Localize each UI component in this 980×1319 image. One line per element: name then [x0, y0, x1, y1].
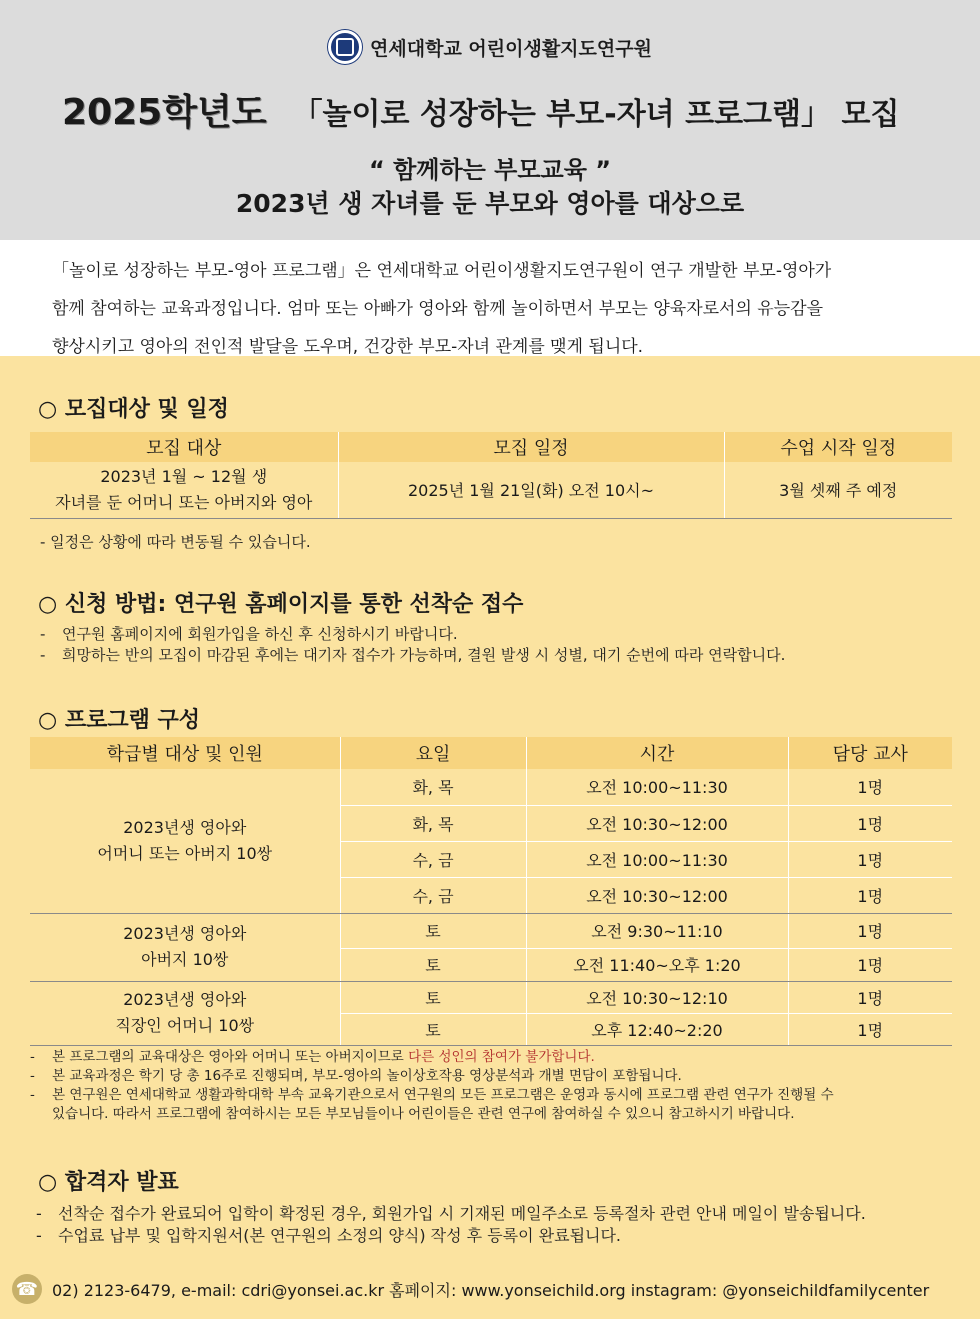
day-cell: 토: [340, 913, 526, 948]
group-cell: 2023년생 영아와 어머니 또는 아버지 10쌍: [30, 769, 340, 913]
list-item: - 본 프로그램의 교육대상은 영아와 어머니 또는 아버지이므로 다른 성인의 참여가 불가합니다.: [30, 1049, 595, 1065]
teacher-cell: 1명: [788, 981, 952, 1013]
phone-icon: ☎: [12, 1274, 42, 1304]
program-notes: [30, 1048, 960, 1124]
org-logo-row: [0, 30, 980, 64]
list-item: - 본 연구원은 연세대학교 생활과학대학 부속 교육기관으로서 연구원의 모든 프로그램은 운영과 동시에 프로그램 관련 연구가 진행될 수 있습니다. 따라서 프로그램에 참여하시는 모든 부모님들이나 어린이들은 관련 연구에 참여하실 수 있으니 참고하시기 바랍니다.: [30, 1087, 834, 1122]
table-cell-start: 3월 셋째 주 예정: [724, 462, 952, 518]
table-header: 수업 시작 일정: [724, 432, 952, 462]
group-cell: 2023년생 영아와 직장인 어머니 10쌍: [30, 981, 340, 1045]
time-cell: 오후 12:40~2:20: [526, 1013, 788, 1045]
year-title: 2025학년도: [62, 92, 267, 133]
recruit-table: [30, 432, 952, 519]
table-row: [30, 981, 952, 1013]
teacher-cell: 1명: [788, 769, 952, 805]
teacher-cell: 1명: [788, 913, 952, 948]
org-name: 연세대학교 어린이생활지도연구원: [370, 37, 652, 60]
time-cell: 오전 10:00~11:30: [526, 769, 788, 805]
intro-line: 향상시키고 영아의 전인적 발달을 도우며, 건강한 부모-자녀 관계를 맺게 됩니다.: [52, 337, 644, 357]
section-program-title: ○ 프로그램 구성: [38, 708, 201, 733]
time-cell: 오전 11:40~오후 1:20: [526, 948, 788, 981]
list-item: - 연구원 홈페이지에 회원가입을 하신 후 신청하시기 바랍니다.: [40, 625, 458, 643]
table-header: 요일: [340, 737, 526, 769]
table-header: 담당 교사: [788, 737, 952, 769]
header-banner: [0, 0, 980, 240]
apply-list: [40, 624, 785, 666]
list-item: - 선착순 접수가 완료되어 입학이 확정된 경우, 회원가입 시 기재된 메일주소로 등록절차 관련 안내 메일이 발송됩니다.: [36, 1204, 866, 1223]
time-cell: 오전 10:30~12:10: [526, 981, 788, 1013]
section-result-title: ○ 합격자 발표: [38, 1170, 179, 1195]
section-recruit-title: ○ 모집대상 및 일정: [38, 397, 229, 422]
contact-info: 02) 2123-6479, e-mail: cdri@yonsei.ac.kr 홈페이지: www.yonseichild.org instagram: @yonseichildfamilycenter: [52, 1280, 930, 1300]
university-seal-icon: [328, 30, 362, 64]
warning-text: 다른 성인의 참여가 불가합니다.: [408, 1049, 595, 1065]
table-cell-target: 2023년 1월 ~ 12월 생 자녀를 둔 어머니 또는 아버지와 영아: [30, 462, 338, 518]
subtitle-quote: “ 함께하는 부모교육 ”: [368, 156, 612, 184]
section-apply-title: ○ 신청 방법: 연구원 홈페이지를 통한 선착순 접수: [38, 592, 524, 617]
teacher-cell: 1명: [788, 948, 952, 981]
table-header: 학급별 대상 및 인원: [30, 737, 340, 769]
teacher-cell: 1명: [788, 877, 952, 913]
day-cell: 토: [340, 981, 526, 1013]
day-cell: 수, 금: [340, 877, 526, 913]
list-item: - 희망하는 반의 모집이 마감된 후에는 대기자 접수가 가능하며, 결원 발생 시 성별, 대기 순번에 따라 연락합니다.: [40, 646, 786, 664]
table-header: 모집 일정: [338, 432, 724, 462]
intro-line: 함께 참여하는 교육과정입니다. 엄마 또는 아빠가 영아와 함께 놀이하면서 부모는 양육자로서의 유능감을: [52, 299, 823, 319]
schedule-note: - 일정은 상황에 따라 변동될 수 있습니다.: [40, 533, 311, 551]
day-cell: 토: [340, 948, 526, 981]
teacher-cell: 1명: [788, 1013, 952, 1045]
time-cell: 오전 9:30~11:10: [526, 913, 788, 948]
teacher-cell: 1명: [788, 841, 952, 877]
intro-paragraph: [0, 240, 980, 356]
main-title: 「놀이로 성장하는 부모-자녀 프로그램」 모집: [292, 97, 900, 132]
day-cell: 토: [340, 1013, 526, 1045]
teacher-cell: 1명: [788, 805, 952, 841]
list-item: - 수업료 납부 및 입학지원서(본 연구원의 소정의 양식) 작성 후 등록이 완료됩니다.: [36, 1226, 622, 1245]
contact-footer: [12, 1274, 972, 1304]
group-cell: 2023년생 영아와 아버지 10쌍: [30, 913, 340, 981]
day-cell: 화, 목: [340, 769, 526, 805]
program-table: [30, 737, 952, 1046]
table-cell-schedule: 2025년 1월 21일(화) 오전 10시~: [338, 462, 724, 518]
list-item: - 본 교육과정은 학기 당 총 16주로 진행되며, 부모-영아의 놀이상호작용 영상분석과 개별 면담이 포함됩니다.: [30, 1068, 682, 1084]
result-list: [36, 1203, 866, 1247]
title-row: [62, 84, 962, 135]
intro-line: 「놀이로 성장하는 부모-영아 프로그램」은 연세대학교 어린이생활지도연구원이 연구 개발한 부모-영아가: [52, 261, 832, 281]
table-row: [30, 913, 952, 948]
table-row: [30, 769, 952, 805]
table-header: 모집 대상: [30, 432, 338, 462]
time-cell: 오전 10:30~12:00: [526, 877, 788, 913]
day-cell: 화, 목: [340, 805, 526, 841]
table-header: 시간: [526, 737, 788, 769]
day-cell: 수, 금: [340, 841, 526, 877]
time-cell: 오전 10:30~12:00: [526, 805, 788, 841]
time-cell: 오전 10:00~11:30: [526, 841, 788, 877]
subtitle-target: 2023년 생 자녀를 둔 부모와 영아를 대상으로: [235, 189, 745, 218]
